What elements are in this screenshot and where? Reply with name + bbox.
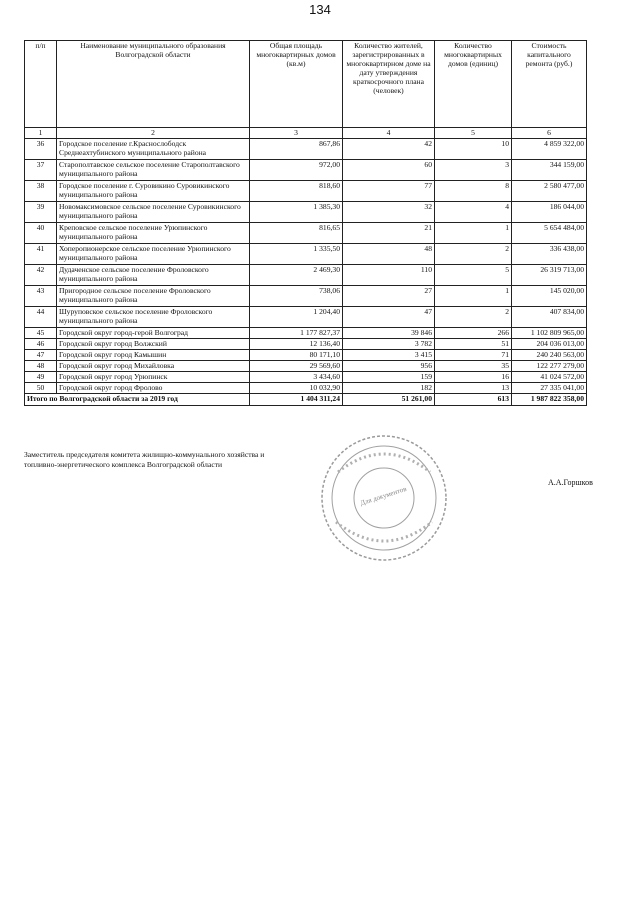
row-area: 818,60: [250, 181, 343, 202]
row-residents: 27: [343, 286, 435, 307]
header-cell: Наименование муниципального образования Волгоградской области: [57, 41, 250, 128]
header-cell: п/п: [25, 41, 57, 128]
row-cost: 145 020,00: [512, 286, 587, 307]
table-row: [25, 181, 587, 202]
row-houses: 266: [435, 328, 512, 339]
row-area: 1 177 827,37: [250, 328, 343, 339]
row-number: 37: [25, 160, 57, 181]
row-cost: 4 859 322,00: [512, 139, 587, 160]
row-houses: 51: [435, 339, 512, 350]
row-name: Городское поселение г.Краснослободск Среднеахтубинского муниципального района: [57, 139, 250, 160]
row-name: Пригородное сельское поселение Фроловского муниципального района: [57, 286, 250, 307]
row-cost: 186 044,00: [512, 202, 587, 223]
row-cost: 26 319 713,00: [512, 265, 587, 286]
row-number: 46: [25, 339, 57, 350]
signer-name: А.А.Горшков: [548, 478, 593, 487]
stamp-text: Для документов: [359, 484, 408, 508]
row-number: 45: [25, 328, 57, 339]
row-houses: 8: [435, 181, 512, 202]
table-header-row: [25, 41, 587, 128]
row-area: 12 136,40: [250, 339, 343, 350]
table-row: [25, 286, 587, 307]
row-houses: 71: [435, 350, 512, 361]
row-residents: 3 415: [343, 350, 435, 361]
table-row: [25, 244, 587, 265]
row-cost: 240 240 563,00: [512, 350, 587, 361]
column-number-row: [25, 128, 587, 139]
table-row: [25, 328, 587, 339]
row-cost: 407 834,00: [512, 307, 587, 328]
row-name: Городское поселение г. Суровикино Суровикинского муниципального района: [57, 181, 250, 202]
row-area: 1 385,30: [250, 202, 343, 223]
row-name: Дудаченское сельское поселение Фроловского муниципального района: [57, 265, 250, 286]
row-cost: 336 438,00: [512, 244, 587, 265]
row-cost: 5 654 484,00: [512, 223, 587, 244]
row-name: Старополтавское сельское поселение Старополтавского муниципального района: [57, 160, 250, 181]
row-name: Городской округ город Урюпинск: [57, 372, 250, 383]
row-area: 972,00: [250, 160, 343, 181]
row-number: 39: [25, 202, 57, 223]
table-row: [25, 383, 587, 394]
table-row: [25, 139, 587, 160]
table-row: [25, 372, 587, 383]
row-residents: 182: [343, 383, 435, 394]
column-number: 3: [250, 128, 343, 139]
row-number: 43: [25, 286, 57, 307]
row-area: 2 469,30: [250, 265, 343, 286]
header-cell: Количество жителей, зарегистрированных в многоквартирном доме на дату утверждения краткосрочного плана (человек): [343, 41, 435, 128]
row-residents: 48: [343, 244, 435, 265]
row-area: 738,06: [250, 286, 343, 307]
row-number: 47: [25, 350, 57, 361]
row-name: Городской округ город-герой Волгоград: [57, 328, 250, 339]
row-name: Новомаксимовское сельское поселение Суровикинского муниципального района: [57, 202, 250, 223]
total-residents: 51 261,00: [343, 394, 435, 406]
row-houses: 35: [435, 361, 512, 372]
row-residents: 956: [343, 361, 435, 372]
row-houses: 2: [435, 307, 512, 328]
row-area: 816,65: [250, 223, 343, 244]
row-cost: 344 159,00: [512, 160, 587, 181]
table-row: [25, 361, 587, 372]
row-houses: 16: [435, 372, 512, 383]
column-number: 1: [25, 128, 57, 139]
row-area: 1 335,50: [250, 244, 343, 265]
signature-position: Заместитель председателя комитета жилищно-коммунального хозяйства и топливно-энергетического комплекса Волгоградской области: [24, 450, 265, 469]
table-row: [25, 339, 587, 350]
row-residents: 21: [343, 223, 435, 244]
row-houses: 3: [435, 160, 512, 181]
table-row: [25, 223, 587, 244]
row-area: 10 032,90: [250, 383, 343, 394]
row-houses: 4: [435, 202, 512, 223]
row-name: Городской округ город Волжский: [57, 339, 250, 350]
row-area: 1 204,40: [250, 307, 343, 328]
row-area: 867,86: [250, 139, 343, 160]
data-table: [24, 40, 587, 406]
header-cell: Общая площадь многоквартирных домов (кв.м): [250, 41, 343, 128]
total-cost: 1 987 822 358,00: [512, 394, 587, 406]
row-number: 44: [25, 307, 57, 328]
total-row: [25, 394, 587, 406]
table-row: [25, 160, 587, 181]
row-houses: 5: [435, 265, 512, 286]
row-name: Шуруповское сельское поселение Фроловского муниципального района: [57, 307, 250, 328]
row-number: 38: [25, 181, 57, 202]
total-houses: 613: [435, 394, 512, 406]
row-houses: 1: [435, 286, 512, 307]
row-area: 29 569,60: [250, 361, 343, 372]
row-cost: 27 335 041,00: [512, 383, 587, 394]
table-row: [25, 265, 587, 286]
row-number: 50: [25, 383, 57, 394]
row-name: Креповское сельское поселение Урюпинского муниципального района: [57, 223, 250, 244]
total-area: 1 404 311,24: [250, 394, 343, 406]
row-residents: 42: [343, 139, 435, 160]
row-cost: 204 036 013,00: [512, 339, 587, 350]
row-cost: 41 024 572,00: [512, 372, 587, 383]
row-name: Городской округ город Михайловка: [57, 361, 250, 372]
column-number: 2: [57, 128, 250, 139]
row-residents: 60: [343, 160, 435, 181]
row-residents: 77: [343, 181, 435, 202]
row-number: 42: [25, 265, 57, 286]
row-residents: 3 782: [343, 339, 435, 350]
row-residents: 32: [343, 202, 435, 223]
row-cost: 1 102 809 965,00: [512, 328, 587, 339]
row-houses: 13: [435, 383, 512, 394]
row-residents: 47: [343, 307, 435, 328]
row-number: 49: [25, 372, 57, 383]
row-residents: 110: [343, 265, 435, 286]
row-residents: 39 846: [343, 328, 435, 339]
row-cost: 2 580 477,00: [512, 181, 587, 202]
row-name: Городской округ город Камышин: [57, 350, 250, 361]
row-number: 48: [25, 361, 57, 372]
row-residents: 159: [343, 372, 435, 383]
official-stamp: [318, 432, 450, 564]
table-row: [25, 350, 587, 361]
row-name: Хоперопионерское сельское поселение Урюпинского муниципального района: [57, 244, 250, 265]
table-row: [25, 307, 587, 328]
row-number: 40: [25, 223, 57, 244]
row-number: 41: [25, 244, 57, 265]
column-number: 4: [343, 128, 435, 139]
column-number: 6: [512, 128, 587, 139]
table-row: [25, 202, 587, 223]
total-label: Итого по Волгоградской области за 2019 год: [25, 394, 250, 406]
row-houses: 2: [435, 244, 512, 265]
page-number: 134: [309, 2, 331, 17]
column-number: 5: [435, 128, 512, 139]
row-area: 80 171,10: [250, 350, 343, 361]
row-name: Городской округ город Фролово: [57, 383, 250, 394]
row-area: 3 434,60: [250, 372, 343, 383]
row-cost: 122 277 279,00: [512, 361, 587, 372]
header-cell: Количество многоквартирных домов (единиц): [435, 41, 512, 128]
row-number: 36: [25, 139, 57, 160]
row-houses: 1: [435, 223, 512, 244]
header-cell: Стоимость капитального ремонта (руб.): [512, 41, 587, 128]
row-houses: 10: [435, 139, 512, 160]
